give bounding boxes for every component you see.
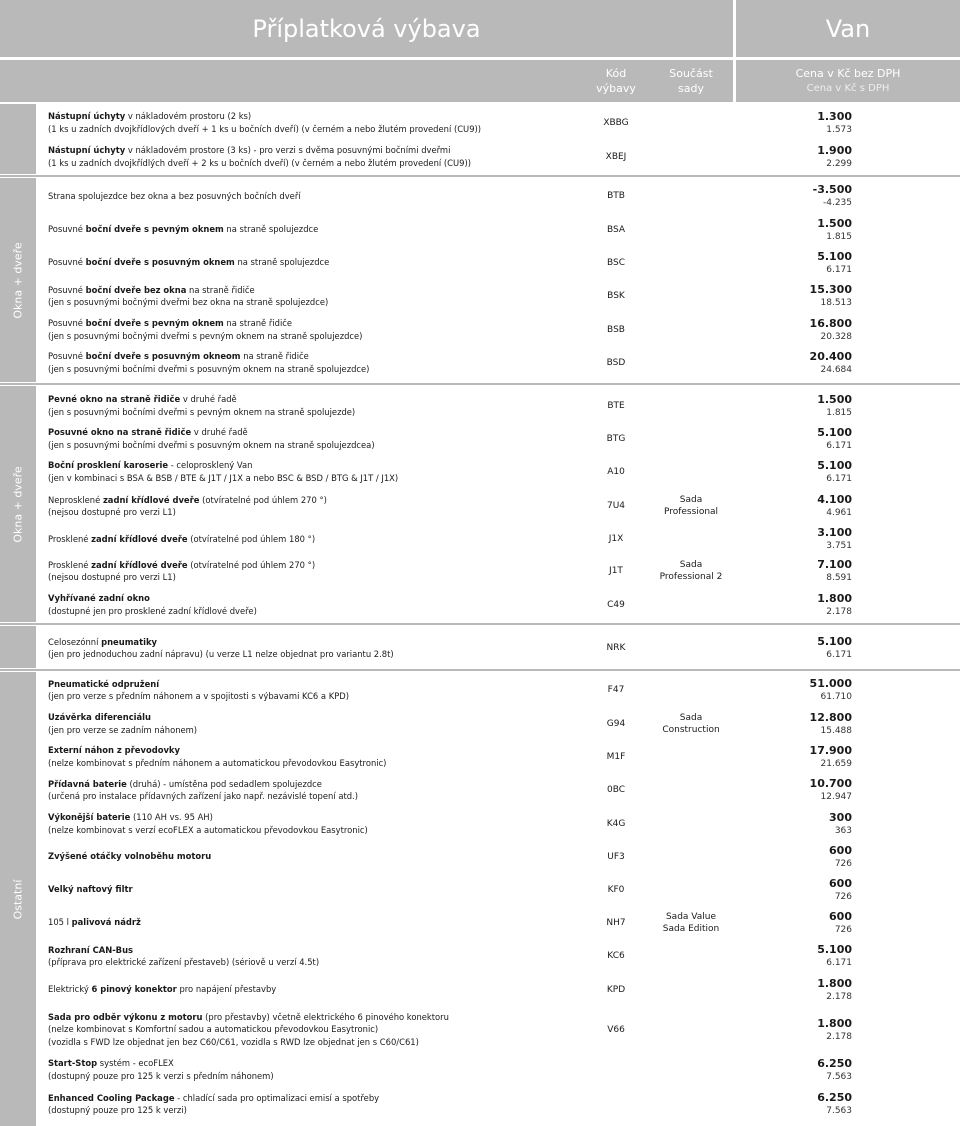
equipment-description (48, 873, 583, 906)
equipment-description (48, 1053, 583, 1086)
price-with-vat: 2.178 (826, 1031, 852, 1042)
description-line: Posuvné boční dveře s posuvným okneom na straně řidiče (48, 351, 309, 361)
equipment-code: NRK (606, 643, 626, 653)
equipment-code: M1F (606, 751, 626, 762)
set-membership (650, 1053, 732, 1086)
price-cell (736, 1053, 952, 1086)
description-line: (jen pro verze se zadním náhonem) (48, 724, 198, 735)
set-membership (650, 554, 732, 588)
equipment-code: KPD (606, 984, 626, 995)
equipment-description (48, 246, 583, 279)
price-cell (736, 346, 952, 379)
description-line: Nástupní úchyty v nákladovém prostore (3 ks) - pro verzi s dvěma posuvnými bočními dveřmi (48, 145, 451, 155)
set-membership (650, 422, 732, 455)
set-membership (650, 106, 732, 139)
set-name: Sada Construction (662, 712, 720, 735)
price-without-vat: 10.700 (809, 777, 852, 790)
equipment-code: KC6 (607, 951, 625, 961)
table-row (40, 906, 960, 939)
price-without-vat: 1.800 (817, 976, 852, 990)
price-with-vat: 24.684 (820, 364, 852, 375)
price-cell (736, 1006, 952, 1053)
equipment-code: K4G (606, 818, 626, 829)
description-line: Posuvné boční dveře bez okna na straně řidiče (48, 284, 255, 295)
description-line: (1 ks u zadních dvojkřídlých dveří + 2 ks u bočních dveří) (v černém a nebo žlutém provedení (CU9)) (48, 157, 471, 168)
price-with-vat: 726 (834, 891, 852, 902)
description-line: Zvýšené otáčky volnoběhu motoru (48, 851, 212, 862)
equipment-description (48, 524, 583, 554)
table-row (40, 140, 960, 173)
price-with-vat: 2.178 (826, 606, 852, 617)
price-cell (736, 707, 952, 740)
description-line: (nelze kombinovat s Komfortní sadou a automatickou převodovkou Easytronic) (48, 1024, 379, 1035)
price-cell (736, 246, 952, 279)
description-line: (dostupný pouze pro 125 k verzi) (48, 1105, 187, 1115)
price-without-vat: 1.500 (817, 216, 852, 230)
price-without-vat: 3.100 (817, 526, 852, 539)
price-with-vat: 726 (834, 858, 852, 869)
equipment-description (48, 140, 583, 173)
price-cell (736, 106, 952, 139)
description-line: Pevné okno na straně řidiče v druhé řadě (48, 394, 237, 404)
price-with-vat: 726 (834, 924, 852, 935)
price-with-vat: 15.488 (820, 725, 852, 736)
table-row (40, 455, 960, 488)
table-row (40, 840, 960, 873)
set-membership (650, 140, 732, 173)
set-membership (650, 588, 732, 621)
table-row (40, 524, 960, 554)
price-cell (736, 939, 952, 973)
table-row (40, 588, 960, 621)
column-header-price: Cena v Kč bez DPH Cena v Kč s DPH (795, 67, 901, 94)
section-label-windows-doors-2: Okna + dveře (11, 465, 25, 543)
table-row (40, 422, 960, 455)
section-divider (0, 669, 960, 671)
equipment-description (48, 807, 583, 840)
price-with-vat: 1.815 (826, 407, 852, 418)
equipment-description (48, 1006, 583, 1053)
price-with-vat: 3.751 (826, 541, 852, 551)
equipment-description (48, 939, 583, 973)
price-with-vat: 6.171 (826, 440, 852, 451)
description-line: Posuvné boční dveře s pevným oknem na straně řidiče (48, 318, 293, 328)
price-without-vat: 5.100 (817, 635, 852, 648)
equipment-code: C49 (607, 599, 625, 610)
price-cell (736, 906, 952, 939)
price-with-vat: 6.171 (826, 958, 852, 968)
price-cell (736, 488, 952, 524)
description-line: Výkonější baterie (110 AH vs. 95 AH) (48, 812, 213, 822)
description-line: Nástupní úchyty v nákladovém prostoru (2 ks) (48, 111, 252, 121)
price-cell (736, 588, 952, 621)
price-cell (736, 873, 952, 906)
equipment-code: V66 (607, 1024, 625, 1035)
description-line: (jen s posuvnými bočnými dveřmi bez okna na straně spolujezdce) (48, 297, 329, 307)
equipment-code: BTE (607, 400, 625, 411)
table-row (40, 279, 960, 313)
set-membership (650, 939, 732, 973)
set-membership (650, 455, 732, 488)
set-name: Sada (679, 560, 703, 570)
description-line: Neprosklené zadní křídlové dveře (otvíratelné pod úhlem 270 °) (48, 494, 327, 505)
price-without-vat: 6.250 (817, 1056, 852, 1070)
set-membership (650, 673, 732, 707)
equipment-description (48, 1086, 583, 1122)
description-line: Vyhřívané zadní okno (48, 593, 150, 603)
description-line: (jen s posuvnými bočnými dveřmi s pevným oknem na straně spolujezdce) (48, 330, 363, 341)
equipment-code: F47 (607, 685, 625, 695)
equipment-code: NH7 (606, 917, 626, 928)
price-cell (736, 973, 952, 1006)
description-line: (příprava pro elektrické zařízení přestaveb) (sériově u verzí 4.5t) (48, 957, 320, 967)
price-without-vat: 5.100 (817, 943, 852, 956)
equipment-description (48, 279, 583, 313)
price-cell (736, 840, 952, 873)
equipment-description (48, 389, 583, 422)
set-name: Professional 2 (659, 572, 723, 582)
set-membership (650, 524, 732, 554)
description-line: (dostupné jen pro prosklené zadní křídlové dveře) (48, 605, 257, 616)
description-line: Strana spolujezdce bez okna a bez posuvných bočních dveří (48, 190, 301, 201)
equipment-description (48, 346, 583, 379)
set-membership (650, 313, 732, 346)
table-row (40, 1086, 960, 1122)
price-without-vat: 600 (829, 909, 852, 923)
description-line: (nelze kombinovat s verzí ecoFLEX a automatickou převodovkou Easytronic) (48, 824, 368, 835)
price-with-vat: 20.328 (820, 331, 852, 342)
description-line: Přídavná baterie (druhá) - umístěna pod sedadlem spolujezdce (48, 778, 322, 789)
price-with-vat: 6.171 (826, 264, 852, 275)
description-line: (jen s posuvnými bočními dveřmi s posuvným oknem na straně spolujezdcea) (48, 439, 375, 450)
equipment-code: BSD (606, 357, 626, 368)
price-with-vat: 4.961 (826, 508, 852, 518)
section-bar-4 (0, 626, 36, 668)
price-without-vat: 6.250 (817, 1091, 852, 1104)
description-line: Rozhraní CAN-Bus (48, 944, 134, 955)
section-label-windows-doors: Okna + dveře (11, 241, 25, 319)
table-row (40, 346, 960, 379)
equipment-code: BSA (606, 224, 626, 235)
column-header-code: Kód výbavy (596, 67, 636, 95)
table-row (40, 773, 960, 807)
section-divider (0, 623, 960, 625)
description-line: Uzávěrka diferenciálu (48, 712, 152, 722)
set-name: Sada (679, 495, 703, 505)
equipment-description (48, 773, 583, 807)
price-cell (736, 180, 952, 212)
price-cell (736, 422, 952, 455)
description-line: 105 l palivová nádrž (48, 917, 141, 928)
table-row (40, 213, 960, 246)
price-cell (736, 213, 952, 246)
description-line: Posuvné boční dveře s pevným oknem na straně spolujezdce (48, 224, 319, 235)
price-cell (736, 673, 952, 707)
set-membership (650, 1086, 732, 1122)
set-membership (650, 840, 732, 873)
set-membership (650, 740, 732, 773)
price-cell (736, 455, 952, 488)
equipment-description (48, 488, 583, 524)
equipment-code: BSK (607, 291, 625, 301)
table-row (40, 973, 960, 1006)
price-cell (736, 389, 952, 422)
price-without-vat: 5.100 (817, 425, 852, 439)
price-with-vat: 12.947 (820, 792, 852, 802)
description-line: (vozidla s FWD lze objednat jen bez C60/C61, vozidla s RWD lze objednat jen s C60/C61) (48, 1036, 419, 1047)
price-without-vat: 1.300 (817, 109, 852, 123)
description-line: Posuvné okno na straně řidiče v druhé řadě (48, 427, 248, 437)
table-row (40, 313, 960, 346)
price-without-vat: 51.000 (809, 677, 852, 690)
description-line: Sada pro odběr výkonu z motoru (pro přestavby) včetně elektrického 6 pinového konektoru (48, 1011, 449, 1022)
set-membership (650, 213, 732, 246)
description-line: Posuvné boční dveře s posuvným oknem na straně spolujezdce (48, 257, 330, 268)
price-with-vat: 7.563 (826, 1071, 852, 1082)
price-cell (736, 1086, 952, 1122)
price-without-vat: 15.300 (809, 283, 852, 296)
price-cell (736, 554, 952, 588)
description-line: (nejsou dostupné pro verzi L1) (48, 572, 176, 582)
set-membership (650, 906, 732, 939)
description-line: (jen pro jednoduchou zadní nápravu) (u verze L1 nelze objednat pro variantu 2.8t) (48, 649, 394, 659)
price-with-vat: 363 (834, 825, 852, 836)
price-with-vat: 6.171 (826, 473, 852, 484)
description-line: Prosklené zadní křídlové dveře (otvíratelné pod úhlem 270 °) (48, 559, 316, 570)
price-without-vat: 600 (829, 843, 852, 857)
price-with-vat: 18.513 (820, 298, 852, 308)
price-with-vat: 6.171 (826, 650, 852, 660)
equipment-code: G94 (606, 718, 626, 729)
equipment-code (585, 1086, 647, 1122)
description-line: (nejsou dostupné pro verzi L1) (48, 507, 176, 517)
equipment-description (48, 313, 583, 346)
equipment-description (48, 707, 583, 740)
set-name: Professional (663, 507, 719, 517)
table-row (40, 630, 960, 666)
equipment-description (48, 588, 583, 621)
table-row (40, 740, 960, 773)
set-membership (650, 1006, 732, 1053)
section-bar-1 (0, 104, 36, 174)
description-line: Prosklené zadní křídlové dveře (otvíratelné pod úhlem 180 °) (48, 533, 316, 544)
price-with-vat: 61.710 (820, 692, 852, 702)
table-row (40, 1006, 960, 1053)
price-without-vat: 5.100 (817, 249, 852, 263)
price-without-vat: 20.400 (809, 349, 852, 363)
price-without-vat: 1.800 (817, 591, 852, 605)
description-line: (jen pro verze s předním náhonem a v spojitosti s výbavami KC6 a KPD) (48, 691, 349, 701)
equipment-description (48, 840, 583, 873)
price-cell (736, 524, 952, 554)
equipment-code: XBEJ (605, 151, 627, 162)
set-membership (650, 773, 732, 807)
set-membership (650, 630, 732, 666)
set-membership (650, 873, 732, 906)
price-with-vat: -4.235 (822, 198, 852, 208)
price-with-vat: 1.573 (826, 124, 852, 135)
table-row (40, 488, 960, 524)
description-line: (jen v kombinaci s BSA & BSB / BTE & J1T / J1X a nebo BSC & BSD / BTG & J1T / J1X) (48, 472, 399, 483)
equipment-description (48, 554, 583, 588)
equipment-description (48, 906, 583, 939)
equipment-description (48, 740, 583, 773)
equipment-code: BTG (606, 433, 626, 444)
set-name: Sada Edition (662, 923, 720, 934)
equipment-description (48, 180, 583, 212)
price-cell (736, 773, 952, 807)
price-without-vat: 12.800 (809, 710, 852, 724)
set-membership (650, 707, 732, 740)
price-without-vat: 17.900 (809, 743, 852, 757)
table-row (40, 673, 960, 707)
table-row (40, 389, 960, 422)
price-cell (736, 630, 952, 666)
table-row (40, 180, 960, 212)
equipment-code (585, 1053, 647, 1086)
description-line: Start-Stop systém - ecoFLEX (48, 1058, 174, 1068)
equipment-code: A10 (607, 466, 625, 477)
description-line: Celosezónní pneumatiky (48, 636, 157, 647)
price-without-vat: 5.100 (817, 458, 852, 472)
table-row (40, 807, 960, 840)
description-line: Velký naftový filtr (48, 884, 133, 895)
table-row (40, 707, 960, 740)
price-without-vat: -3.500 (812, 183, 852, 196)
page-title: Příplatková výbava (0, 0, 733, 57)
equipment-description (48, 422, 583, 455)
section-divider (0, 383, 960, 385)
price-with-vat: 8.591 (826, 573, 852, 583)
equipment-code: J1T (609, 566, 623, 576)
equipment-code: J1X (608, 534, 624, 544)
set-membership (650, 807, 732, 840)
column-header-set: Součást sady (669, 67, 713, 95)
description-line: Boční prosklení karoserie - celoprosklený Van (48, 460, 253, 470)
price-cell (736, 313, 952, 346)
equipment-description (48, 673, 583, 707)
price-without-vat: 600 (829, 876, 852, 890)
description-line: (jen s posuvnými bočními dveřmi s pevným oknem na straně spolujezde) (48, 406, 356, 417)
table-row (40, 554, 960, 588)
description-line: (1 ks u zadních dvojkřídlových dveří + 1 ks u bočních dveří) (v černém a nebo žlutém provedení (CU9)) (48, 123, 482, 134)
equipment-code: BTB (607, 191, 625, 201)
table-row (40, 106, 960, 139)
equipment-description (48, 106, 583, 139)
description-line: Pneumatické odpružení (48, 678, 160, 689)
price-without-vat: 7.100 (817, 558, 852, 571)
equipment-code: XBBG (603, 117, 629, 128)
price-without-vat: 16.800 (809, 316, 852, 330)
set-membership (650, 246, 732, 279)
equipment-code: 0BC (606, 785, 626, 795)
set-membership (650, 389, 732, 422)
description-line: (jen s posuvnými bočními dveřmi s posuvným oknem na straně spolujezdce) (48, 363, 370, 374)
set-membership (650, 973, 732, 1006)
set-membership (650, 180, 732, 212)
price-without-vat: 1.500 (817, 392, 852, 406)
equipment-description (48, 630, 583, 666)
equipment-description (48, 973, 583, 1006)
table-row (40, 873, 960, 906)
price-without-vat: 1.900 (817, 143, 852, 157)
price-with-vat: 21.659 (820, 758, 852, 769)
price-without-vat: 300 (829, 810, 852, 824)
price-cell (736, 740, 952, 773)
price-cell (736, 807, 952, 840)
price-without-vat: 4.100 (817, 493, 852, 506)
table-row (40, 939, 960, 973)
model-title: Van (736, 0, 960, 57)
price-with-vat: 7.563 (826, 1106, 852, 1116)
price-with-vat: 2.178 (826, 991, 852, 1002)
set-name: Sada Value (665, 911, 717, 922)
set-membership (650, 346, 732, 379)
description-line: (určená pro instalace přídavných zařízení jako např. nezávislé topení atd.) (48, 791, 358, 801)
table-row (40, 1053, 960, 1086)
equipment-code: 7U4 (606, 501, 626, 511)
table-row (40, 246, 960, 279)
price-with-vat: 1.815 (826, 231, 852, 242)
price-cell (736, 140, 952, 173)
equipment-code: BSC (606, 257, 625, 268)
section-divider (0, 175, 960, 177)
price-without-vat: 1.800 (817, 1016, 852, 1030)
price-with-vat: 2.299 (826, 158, 852, 169)
description-line: Enhanced Cooling Package - chladící sada pro optimalizaci emisí a spotřeby (48, 1092, 380, 1103)
section-label-other: Ostatní (11, 879, 25, 919)
equipment-description (48, 455, 583, 488)
set-membership (650, 488, 732, 524)
equipment-code: KF0 (607, 884, 625, 895)
equipment-code: UF3 (607, 851, 625, 862)
description-line: Elektrický 6 pinový konektor pro napájení přestavby (48, 984, 277, 995)
equipment-description (48, 213, 583, 246)
description-line: (dostupný pouze pro 125 k verzi s předním náhonem) (48, 1070, 274, 1081)
equipment-code: BSB (607, 324, 625, 335)
description-line: Externí náhon z převodovky (48, 745, 180, 755)
set-membership (650, 279, 732, 313)
description-line: (nelze kombinovat s předním náhonem a automatickou převodovkou Easytronic) (48, 757, 387, 768)
price-cell (736, 279, 952, 313)
